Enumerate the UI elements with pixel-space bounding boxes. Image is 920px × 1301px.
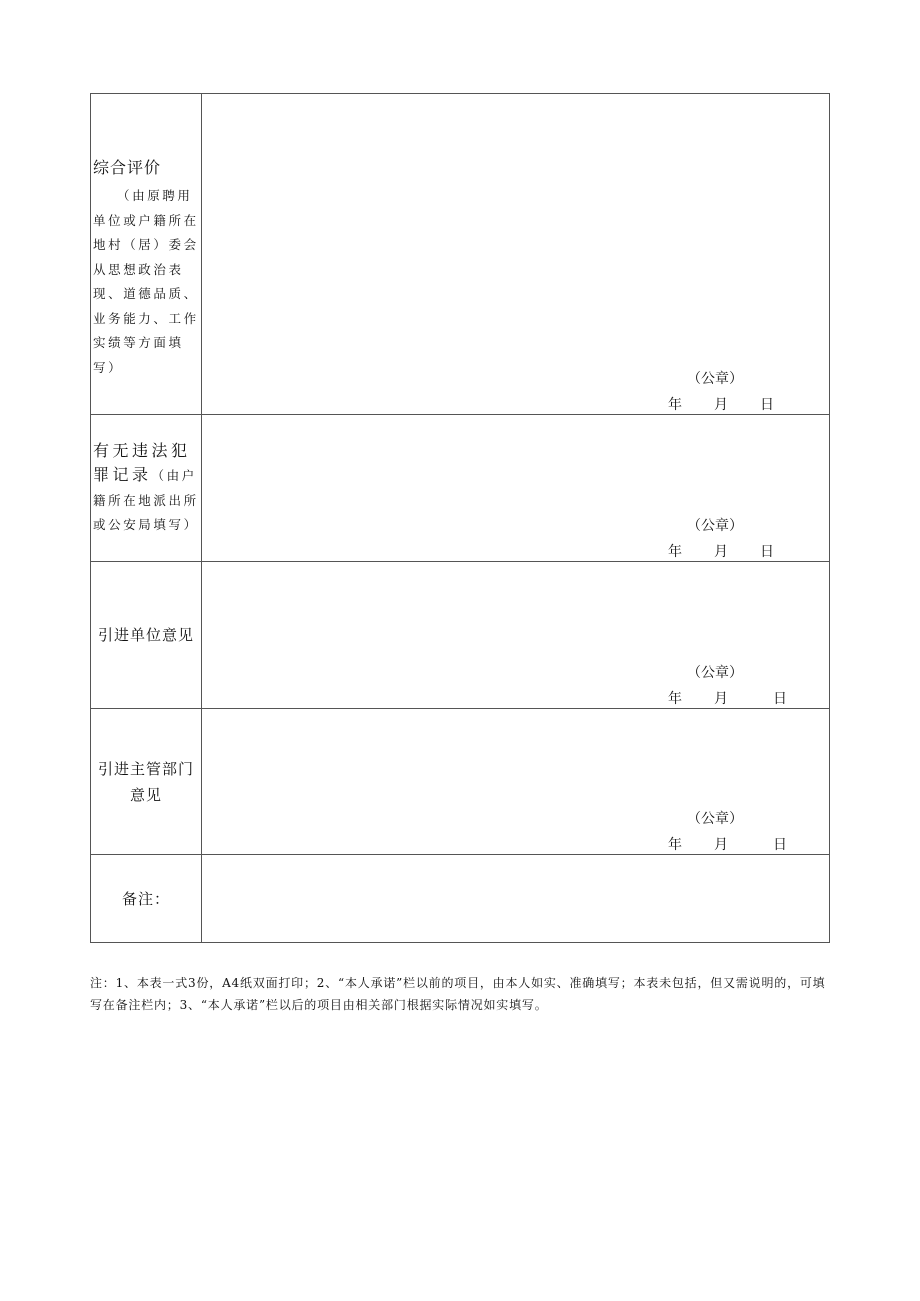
label-cell-introducing-unit [91, 562, 202, 709]
date-day: 日 [773, 837, 787, 853]
seal-text: （公章） [687, 518, 743, 534]
date-month: 月 [714, 544, 728, 560]
row-criminal-record [91, 415, 830, 562]
date-month: 月 [714, 397, 728, 413]
content-criminal-record[interactable] [202, 415, 830, 562]
content-competent-department-opinion[interactable] [202, 709, 830, 855]
row-introducing-unit-opinion [91, 562, 830, 709]
label-competent-department-line1: 引进主管部门 [97, 759, 194, 778]
date-year: 年 [668, 837, 682, 853]
date-day: 日 [773, 691, 787, 707]
seal-text: （公章） [687, 371, 743, 387]
date-year: 年 [668, 397, 682, 413]
content-comprehensive-evaluation[interactable] [202, 94, 830, 415]
label-cell-competent-department [91, 709, 202, 855]
label-comprehensive-evaluation: 综合评价 [93, 158, 162, 177]
label-cell-remarks [91, 855, 202, 943]
label-criminal-record-note: （由户籍所在地派出所或公安局填写） [93, 468, 199, 532]
date-year: 年 [668, 691, 682, 707]
row-remarks [91, 855, 830, 943]
label-cell-comprehensive-evaluation [91, 94, 202, 415]
content-introducing-unit-opinion[interactable] [202, 562, 830, 709]
footnote: 注：1、本表一式3份，A4纸双面打印；2、“本人承诺”栏以前的项目，由本人如实、准确填写；本表未包括，但又需说明的，可填写在备注栏内；3、“本人承诺”栏以后的项目由相关部门根据实际情况如实填写。 [90, 976, 826, 1012]
date-day: 日 [760, 544, 774, 560]
date-month: 月 [714, 837, 728, 853]
label-cell-criminal-record [91, 415, 202, 562]
date-day: 日 [760, 397, 774, 413]
seal-text: （公章） [687, 665, 743, 681]
label-remarks: 备注： [121, 889, 170, 908]
application-form-table [90, 93, 830, 943]
row-competent-department-opinion [91, 709, 830, 855]
date-year: 年 [668, 544, 682, 560]
label-criminal-record: 有无违法犯罪记录 [93, 441, 191, 484]
label-competent-department-line2: 意见 [129, 785, 162, 804]
date-month: 月 [714, 691, 728, 707]
seal-text: （公章） [687, 811, 743, 827]
content-remarks[interactable] [202, 855, 830, 943]
label-introducing-unit-opinion: 引进单位意见 [97, 626, 194, 644]
row-comprehensive-evaluation [91, 94, 830, 415]
label-comprehensive-evaluation-note: （由原聘用单位或户籍所在地村（居）委会从思想政治表现、道德品质、业务能力、工作实绩等方面填写） [93, 188, 199, 375]
